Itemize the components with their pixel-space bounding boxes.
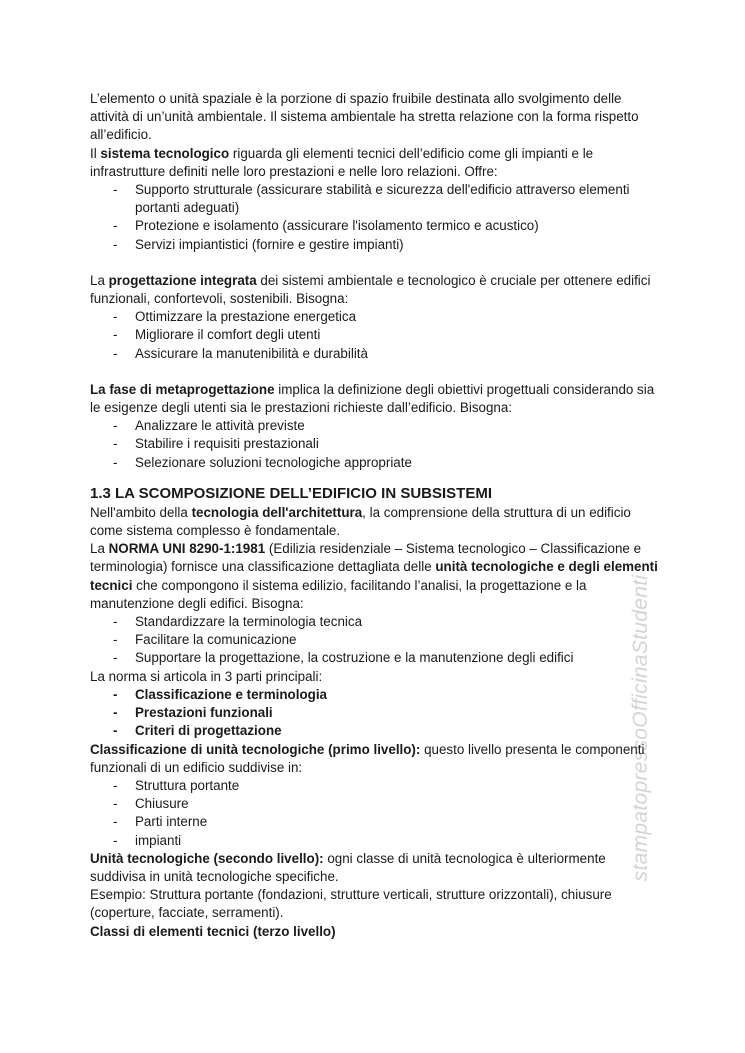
list-item	[90, 181, 658, 217]
section-heading: 1.3 LA SCOMPOSIZIONE DELL’EDIFICIO IN SUBSISTEMI	[90, 484, 492, 502]
list-item	[90, 686, 658, 704]
bold-term: NORMA UNI 8290-1:1981	[108, 541, 266, 557]
bold-term: Classi di elementi tecnici (terzo livello)	[90, 923, 336, 939]
dash-bullet: -	[113, 614, 118, 630]
list-item-text: Supportare la progettazione, la costruzione e la manutenzione degli edifici	[135, 650, 574, 666]
list-item-text: Stabilire i requisiti prestazionali	[135, 436, 319, 452]
dash-bullet: -	[113, 814, 118, 830]
text: dei sistemi ambientale e tecnologico è cruciale per ottenere edifici funzionali, confortevoli, sostenibili. Bisogna:	[90, 272, 651, 307]
list-item	[90, 704, 658, 722]
list-item-text: Selezionare soluzioni tecnologiche appropriate	[135, 454, 412, 470]
list-item-text: Ottimizzare la prestazione energetica	[135, 309, 357, 325]
text: riguarda gli elementi tecnici dell’edificio come gli impianti e le infrastrutture definiti nelle loro prestazioni e nelle loro relazioni. Offre:	[90, 145, 594, 179]
list-item	[90, 832, 658, 850]
dash-bullet: -	[113, 832, 118, 848]
dash-bullet: -	[113, 777, 118, 793]
bold-term: La fase di metaprogettazione	[90, 381, 275, 397]
paragraph-primo-livello	[90, 741, 658, 777]
document-page	[90, 90, 658, 941]
dash-bullet: -	[113, 723, 118, 739]
text: che compongono il sistema edilizio, facilitando l’analisi, la progettazione e la manutenzione degli edifici. Bisogna:	[90, 577, 587, 611]
list-item-text: Facilitare la comunicazione	[135, 632, 297, 648]
paragraph-secondo-livello	[90, 850, 658, 886]
list-item-text: Supporto strutturale (assicurare stabilità e sicurezza dell'edificio attraverso elementi portanti adeguati)	[135, 182, 630, 216]
paragraph-norma-uni	[90, 540, 658, 613]
dash-bullet: -	[113, 650, 118, 666]
bold-term: tecnologia dell'architettura	[191, 504, 363, 520]
paragraph-norma-parti: La norma si articola in 3 parti principali:	[90, 668, 323, 684]
list-item	[90, 308, 658, 326]
dash-bullet: -	[113, 454, 118, 470]
dash-bullet: -	[113, 418, 118, 434]
text: La	[90, 541, 109, 557]
dash-bullet: -	[113, 796, 118, 812]
list-item	[90, 454, 658, 472]
dash-bullet: -	[113, 436, 118, 452]
dash-bullet: -	[113, 345, 118, 361]
list-item-text: Migliorare il comfort degli utenti	[135, 327, 321, 343]
list-item-text: Parti interne	[135, 814, 208, 830]
dash-bullet: -	[113, 218, 118, 234]
paragraph-sistema-tecnologico	[90, 145, 658, 181]
text: ogni classe di unità tecnologica è ulteriormente suddivisa in unità tecnologiche specifiche.	[90, 850, 606, 884]
text: implica la definizione degli obiettivi progettuali considerando sia le esigenze degli utenti sia le prestazioni richieste dall’edificio. Bisogna:	[90, 381, 655, 416]
dash-bullet: -	[113, 236, 118, 252]
paragraph-tecnologia-architettura	[90, 504, 658, 540]
watermark: stampatopressoOfficinaStudenti	[629, 574, 652, 882]
list-item	[90, 326, 658, 344]
list-item	[90, 236, 658, 254]
list-offre	[90, 181, 658, 254]
list-item	[90, 217, 658, 235]
list-parti	[90, 686, 658, 741]
spacer	[90, 254, 658, 272]
paragraph-esempio: Esempio: Struttura portante (fondazioni, strutture verticali, strutture orizzontali), chiusure (coperture, facciate, serramenti).	[90, 887, 612, 921]
bold-term: Classificazione di unità tecnologiche (primo livello):	[90, 741, 421, 757]
list-item-text: impianti	[135, 832, 182, 848]
list-item-text: Protezione e isolamento (assicurare l'isolamento termico e acustico)	[135, 218, 539, 234]
list-item-text: Classificazione e terminologia	[135, 686, 327, 702]
list-item-text: Prestazioni funzionali	[135, 705, 273, 721]
list-item-text: Chiusure	[135, 796, 189, 812]
list-item	[90, 435, 658, 453]
text: questo livello presenta le componenti funzionali di un edificio suddivise in:	[90, 741, 645, 775]
text: Nell'ambito della	[90, 504, 192, 520]
bold-term: progettazione integrata	[108, 272, 257, 288]
paragraph-metaprogettazione	[90, 381, 658, 417]
paragraph-elemento-spaziale: L’elemento o unità spaziale è la porzione di spazio fruibile destinata allo svolgimento delle attività di un’unità ambientale. Il sistema ambientale ha stretta relazione con la forma rispetto all’edificio.	[90, 91, 639, 143]
list-item-text: Struttura portante	[135, 777, 240, 793]
list-item-text: Assicurare la manutenibilità e durabilità	[135, 345, 368, 361]
dash-bullet: -	[113, 309, 118, 325]
spacer	[90, 363, 658, 381]
dash-bullet: -	[113, 182, 118, 198]
dash-bullet: -	[113, 327, 118, 343]
list-item	[90, 631, 658, 649]
bold-term: unità tecnologiche e degli elementi tecnici	[90, 559, 658, 593]
dash-bullet: -	[113, 632, 118, 648]
list-item-text: Analizzare le attività previste	[135, 418, 305, 434]
list-item	[90, 813, 658, 831]
dash-bullet: -	[113, 705, 118, 721]
list-item	[90, 345, 658, 363]
dash-bullet: -	[113, 686, 118, 702]
list-item	[90, 722, 658, 740]
list-item	[90, 649, 658, 667]
paragraph-progettazione-integrata	[90, 272, 658, 308]
bold-term: Unità tecnologiche (secondo livello):	[90, 850, 324, 866]
list-item	[90, 613, 658, 631]
bold-term: sistema tecnologico	[100, 145, 230, 161]
list-bisogna	[90, 613, 658, 668]
list-item	[90, 795, 658, 813]
paragraph-terzo-livello	[90, 923, 658, 941]
list-integrata	[90, 308, 658, 363]
text: , la comprensione della struttura di un edificio come sistema complesso è fondamentale.	[90, 504, 631, 539]
list-metaprogettazione	[90, 417, 658, 472]
text: La	[90, 272, 109, 288]
list-primo-livello	[90, 777, 658, 850]
text: Il	[90, 145, 101, 161]
list-item-text: Standardizzare la terminologia tecnica	[135, 614, 363, 630]
text: (Edilizia residenziale – Sistema tecnologico – Classificazione e terminologia) fornisce una classificazione dettagliata delle	[90, 541, 642, 575]
list-item	[90, 417, 658, 435]
list-item	[90, 777, 658, 795]
list-item-text: Criteri di progettazione	[135, 723, 282, 739]
list-item-text: Servizi impiantistici (fornire e gestire impianti)	[135, 236, 404, 252]
